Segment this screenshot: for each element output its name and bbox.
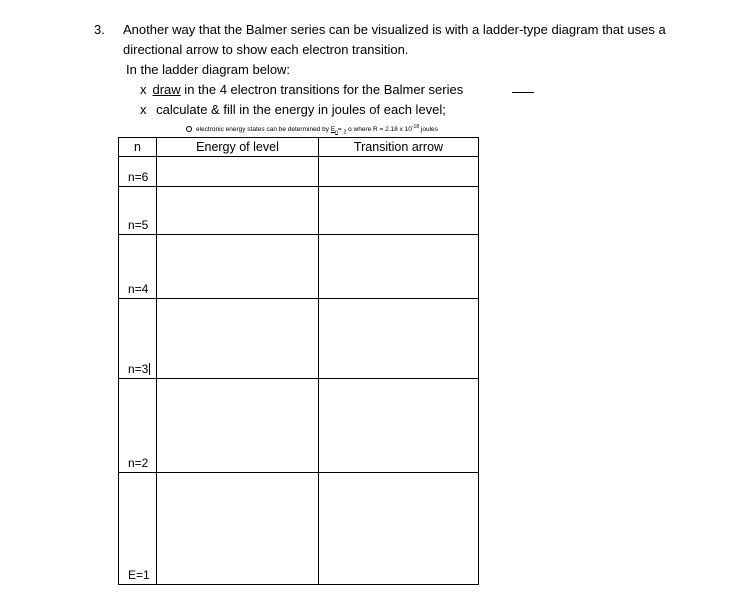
table-row (119, 235, 479, 299)
header-energy: Energy of level (157, 138, 319, 157)
level-label: n=3 (119, 299, 157, 379)
x-mark: x (140, 102, 147, 117)
text-cursor (149, 363, 150, 375)
transition-cell[interactable] (319, 299, 479, 379)
energy-cell[interactable] (157, 235, 319, 299)
x-mark: x (140, 82, 147, 97)
table-row (119, 379, 479, 473)
level-label: n=2 (119, 379, 157, 473)
blank-line (512, 92, 534, 93)
energy-cell[interactable] (157, 473, 319, 585)
level-label: E=1 (119, 473, 157, 585)
bullet-icon (186, 126, 192, 132)
header-transition: Transition arrow (319, 138, 479, 157)
table-row (119, 473, 479, 585)
transition-cell[interactable] (319, 157, 479, 187)
ladder-diagram-table (118, 137, 479, 585)
transition-cell[interactable] (319, 379, 479, 473)
energy-cell[interactable] (157, 187, 319, 235)
energy-cell[interactable] (157, 379, 319, 473)
table-row (119, 157, 479, 187)
instruction-item-calculate (140, 102, 446, 117)
question-number: 3. (94, 22, 105, 37)
formula-note: electronic energy states can be determined by $E_n= _2$ o where R = 2.18 x $10^{-18}$ joules (186, 124, 438, 135)
draw-instruction-text: in the 4 electron transitions for the Balmer series (180, 82, 464, 97)
calculate-instruction-text: calculate & fill in the energy in joules of each level; (156, 102, 446, 117)
energy-cell[interactable] (157, 299, 319, 379)
draw-word: draw (152, 82, 181, 97)
transition-cell[interactable] (319, 187, 479, 235)
table-row (119, 187, 479, 235)
transition-cell[interactable] (319, 235, 479, 299)
energy-cell[interactable] (157, 157, 319, 187)
level-label: n=6 (119, 157, 157, 187)
level-label: n=4 (119, 235, 157, 299)
question-line-2: directional arrow to show each electron transition. (123, 42, 409, 57)
instructions-intro: In the ladder diagram below: (126, 62, 291, 77)
level-label: n=5 (119, 187, 157, 235)
table-row (119, 299, 479, 379)
question-line-1: Another way that the Balmer series can be visualized is with a ladder-type diagram that uses a (123, 22, 666, 37)
instruction-item-draw (140, 82, 463, 97)
header-n: n (119, 138, 157, 157)
transition-cell[interactable] (319, 473, 479, 585)
table-header-row (119, 138, 479, 157)
